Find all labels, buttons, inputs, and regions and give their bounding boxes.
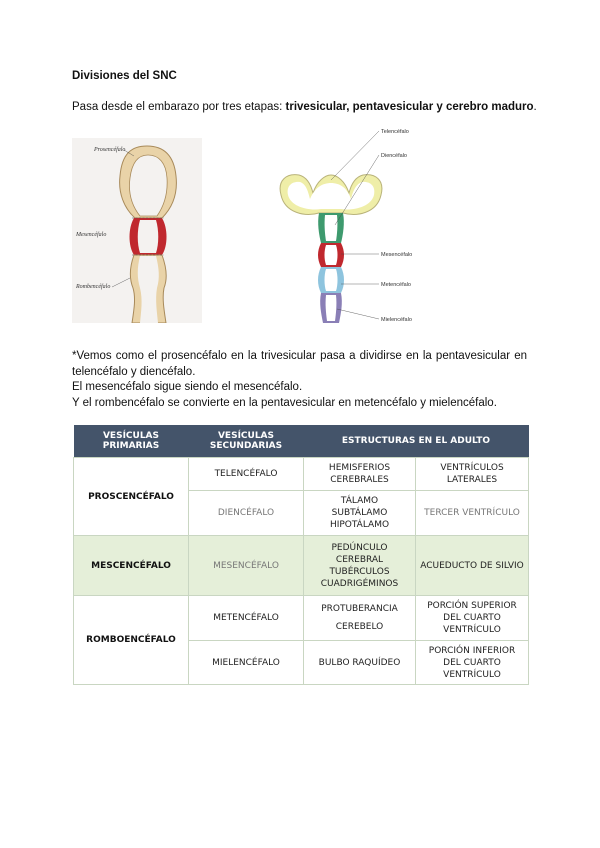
cell-cerebelo: CEREBELO [335,622,384,632]
cell-porcion-inferior: PORCIÓN INFERIOR DEL CUARTO VENTRÍCULO [416,641,529,685]
label-telencefalo: Telencéfalo [381,129,409,135]
cell-porcion-superior: PORCIÓN SUPERIOR DEL CUARTO VENTRÍCULO [416,596,529,641]
label-metencefalo: Metencéfalo [381,282,411,288]
notes-section [72,349,527,411]
cell-mielencefalo: MIELENCÉFALO [189,641,304,685]
label-rombencefalo: Rombencéfalo [76,284,111,290]
cell-tercer-ventriculo: TERCER VENTRÍCULO [416,491,529,536]
cell-acueducto: ACUEDUCTO DE SILVIO [416,536,529,596]
cell-telencefalo: TELENCÉFALO [189,458,304,491]
cell-romboencefalo: ROMBOENCÉFALO [74,596,189,685]
note-paragraph-1: *Vemos como el prosencéfalo en la trivesicular pasa a dividirse en la pentavesicular en telencéfalo y diencéfalo. [72,350,527,378]
cell-protuberancia-group [304,596,416,641]
label-prosencefalo: Prosencéfalo [94,147,126,153]
header-primarias: VESÍCULAS PRIMARIAS [74,425,189,458]
intro-bold-text: trivesicular, pentavesicular y cerebro maduro [285,101,534,113]
table-header-row [74,425,529,458]
cell-hipotalamo: HIPOTÁLAMO [329,520,390,530]
cell-mescencefalo: MESCENCÉFALO [74,536,189,596]
note-paragraph-2: El mesencéfalo sigue siendo el mesencéfalo. [72,381,303,393]
cell-bulbo: BULBO RAQUÍDEO [304,641,416,685]
label-mesencefalo-2: Mesencéfalo [381,252,413,258]
cell-talamo: TÁLAMO [340,496,379,506]
table-row [74,458,529,491]
label-mielencefalo: Mielencéfalo [381,317,412,323]
document-title: Divisiones del SNC [72,70,177,82]
cell-metencefalo: METENCÉFALO [189,596,304,641]
intro-end: . [533,101,537,113]
label-mesencefalo: Mesencéfalo [76,232,107,238]
intro-paragraph [72,101,537,113]
cell-protuberancia: PROTUBERANCIA [321,604,398,614]
cell-pedunculo-group [304,536,416,596]
cell-talamo-group [304,491,416,536]
header-secundarias: VESÍCULAS SECUNDARIAS [189,425,304,458]
cell-subtalamo: SUBTÁLAMO [331,508,388,518]
cell-diencefalo: DIENCÉFALO [189,491,304,536]
cell-pedunculo: PEDÚNCULO CEREBRAL [331,542,388,565]
cell-tuberculos: TUBÉRCULOS CUADRIGÉMINOS [320,566,399,589]
trivesicular-figure [72,138,202,323]
vesicles-table [73,425,529,685]
table-row [74,536,529,596]
note-paragraph-3: Y el rombencéfalo se convierte en la pentavesicular en metencéfalo y mielencéfalo. [72,396,497,409]
intro-text: Pasa desde el embarazo por tres etapas: [72,101,286,113]
header-adulto: ESTRUCTURAS EN EL ADULTO [304,425,529,458]
table-row [74,596,529,641]
label-diencefalo: Diencéfalo [381,153,407,159]
cell-proscencefalo: PROSCENCÉFALO [74,458,189,536]
cell-hemisferios: HEMISFERIOS CEREBRALES [304,458,416,491]
pentavesicular-figure [275,125,430,325]
cell-mesencefalo: MESENCÉFALO [189,536,304,596]
cell-ventriculos-laterales: VENTRÍCULOS LATERALES [416,458,529,491]
